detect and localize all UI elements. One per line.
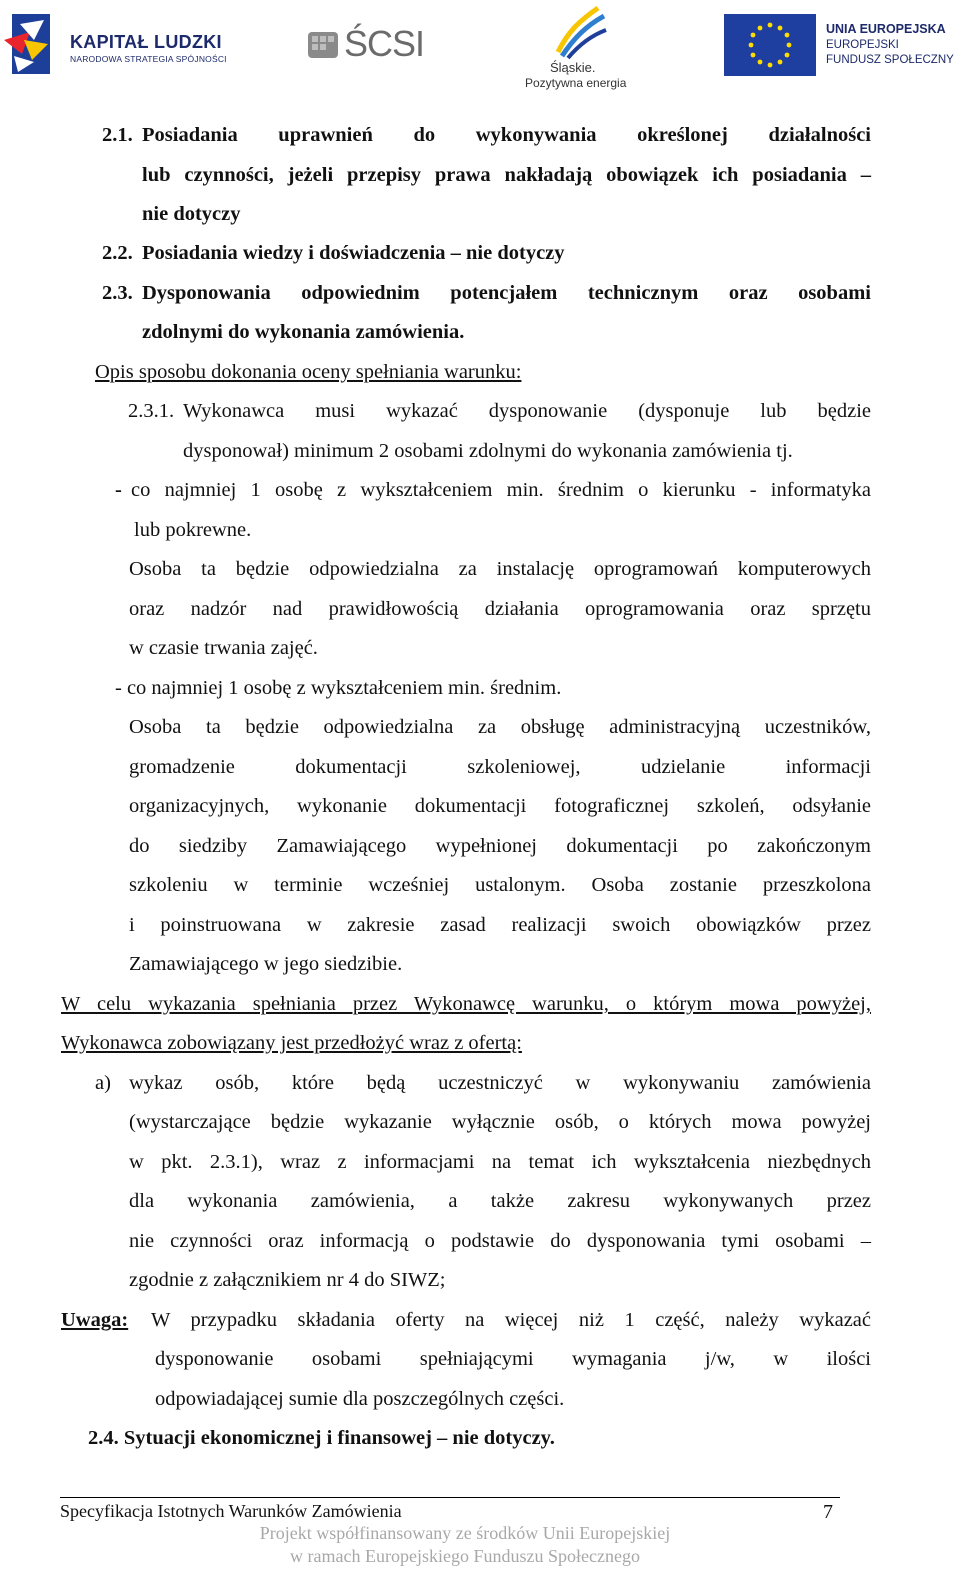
note-line1: W przypadku składania oferty na więcej niż 1 część, należy wykazać [151, 1309, 871, 1331]
kapital-ludzki-subtitle: NARODOWA STRATEGIA SPÓJNOŚCI [70, 54, 227, 64]
person2-desc-line: Zamawiającego w jego siedzibie. [129, 953, 403, 975]
note-line3: odpowiadającej sumie dla poszczególnych części. [155, 1388, 565, 1410]
slaskie-logo [520, 2, 635, 94]
footer-eu-note-line1: Projekt współfinansowany ze środków Unii Europejskiej [259, 1523, 671, 1543]
note-label: Uwaga: [61, 1309, 129, 1331]
slaskie-swirl-icon [548, 2, 608, 60]
section-2-3-number: 2.3. [102, 282, 133, 304]
person2-desc-line: organizacyjnych, wykonanie dokumentacji fotograficznej szkoleń, odsyłanie [129, 795, 871, 817]
slaskie-tagline: Pozytywna energia [525, 76, 627, 90]
eu-flag-icon [724, 14, 816, 76]
footer-eu-note-line2: w ramach Europejskiego Funduszu Społecznego [290, 1546, 640, 1566]
person1-dash: - [115, 479, 122, 501]
item-a-line: (wystarczające będzie wykazanie wyłącznie osób, o których mowa powyżej [129, 1111, 871, 1133]
person2-line1: - co najmniej 1 osobę z wykształceniem min. średnim. [115, 677, 562, 699]
section-2-3-1-number: 2.3.1. [128, 400, 175, 422]
section-2-3-line1: Dysponowania odpowiednim potencjałem technicznym oraz osobami [142, 282, 871, 304]
scsi-cube-icon [306, 28, 342, 64]
person1-desc-line: Osoba ta będzie odpowiedzialna za instalację oprogramowań komputerowych [129, 558, 871, 580]
section-2-3-1-line2: dysponował) minimum 2 osobami zdolnymi do wykonania zamówienia tj. [183, 440, 793, 462]
person1-line1: co najmniej 1 osobę z wykształceniem min. średnim o kierunku - informatyka [131, 479, 871, 501]
eu-fund-line2: FUNDUSZ SPOŁECZNY [826, 54, 954, 66]
section-2-1-line3: nie dotyczy [142, 203, 241, 225]
section-2-4: 2.4. Sytuacji ekonomicznej i finansowej – nie dotyczy. [88, 1427, 555, 1449]
person2-desc-line: Osoba ta będzie odpowiedzialna za obsługę administracyjną uczestników, [129, 716, 871, 738]
requirement-intro-line2: Wykonawca zobowiązany jest przedłożyć wraz z ofertą: [61, 1032, 522, 1054]
person1-desc-line: w czasie trwania zajęć. [129, 637, 318, 659]
item-a-label: a) [95, 1072, 111, 1094]
note-line2: dysponowanie osobami spełniającymi wymagania j/w, w ilości [155, 1348, 871, 1370]
kapital-ludzki-emblem-icon [4, 10, 60, 78]
scsi-logo [306, 24, 441, 68]
kapital-ludzki-title: KAPITAŁ LUDZKI [70, 32, 222, 52]
section-2-1-line2: lub czynności, jeżeli przepisy prawa nakładają obowiązek ich posiadania – [142, 164, 871, 186]
person1-desc-line: oraz nadzór nad prawidłowością działania oprogramowania oraz sprzętu [129, 598, 871, 620]
item-a-line: wykaz osób, które będą uczestniczyć w wykonywaniu zamówienia [129, 1072, 871, 1094]
slaskie-name: Śląskie. [550, 60, 596, 75]
requirement-intro-line1: W celu wykazania spełniania przez Wykonawcę warunku, o którym mowa powyżej, [61, 993, 871, 1015]
section-2-3-line2: zdolnymi do wykonania zamówienia. [142, 321, 465, 343]
item-a-line: dla wykonania zamówienia, a także zakresu wykonywanych przez [129, 1190, 871, 1212]
eu-fund-line1: EUROPEJSKI [826, 39, 899, 51]
eu-efs-logo [724, 14, 960, 76]
section-2-2-text: Posiadania wiedzy i doświadczenia – nie dotyczy [142, 242, 565, 264]
footer-divider [60, 1497, 840, 1498]
scsi-wordmark: ŚCSI [344, 23, 425, 64]
section-2-3-1-line1: Wykonawca musi wykazać dysponowanie (dysponuje lub będzie [183, 400, 871, 422]
section-2-1-number: 2.1. [102, 124, 133, 146]
header-logos [0, 0, 960, 100]
person2-desc-line: do siedziby Zamawiającego wypełnionej dokumentacji po zakończonym [129, 835, 871, 857]
person1-line2: lub pokrewne. [134, 519, 252, 541]
person2-desc-line: gromadzenie dokumentacji szkoleniowej, udzielanie informacji [129, 756, 871, 778]
evaluation-method-heading: Opis sposobu dokonania oceny spełniania warunku: [95, 361, 522, 383]
eu-title: UNIA EUROPEJSKA [826, 22, 946, 36]
section-2-1-line1: Posiadania uprawnień do wykonywania określonej działalności [142, 124, 871, 146]
item-a-line: w pkt. 2.3.1), wraz z informacjami na temat ich wykształcenia niezbędnych [129, 1151, 871, 1173]
kapital-ludzki-logo [4, 10, 254, 80]
footer-document-title: Specyfikacja Istotnych Warunków Zamówienia [60, 1501, 402, 1521]
item-a-line: nie czynności oraz informacją o podstawie do dysponowania tymi osobami – [129, 1230, 871, 1252]
person2-desc-line: szkoleniu w terminie wcześniej ustalonym. Osoba zostanie przeszkolona [129, 874, 871, 896]
section-2-2-number: 2.2. [102, 242, 133, 264]
item-a-line: zgodnie z załącznikiem nr 4 do SIWZ; [129, 1269, 446, 1291]
person2-desc-line: i poinstruowana w zakresie zasad realizacji swoich obowiązków przez [129, 914, 871, 936]
page-number: 7 [823, 1501, 833, 1523]
